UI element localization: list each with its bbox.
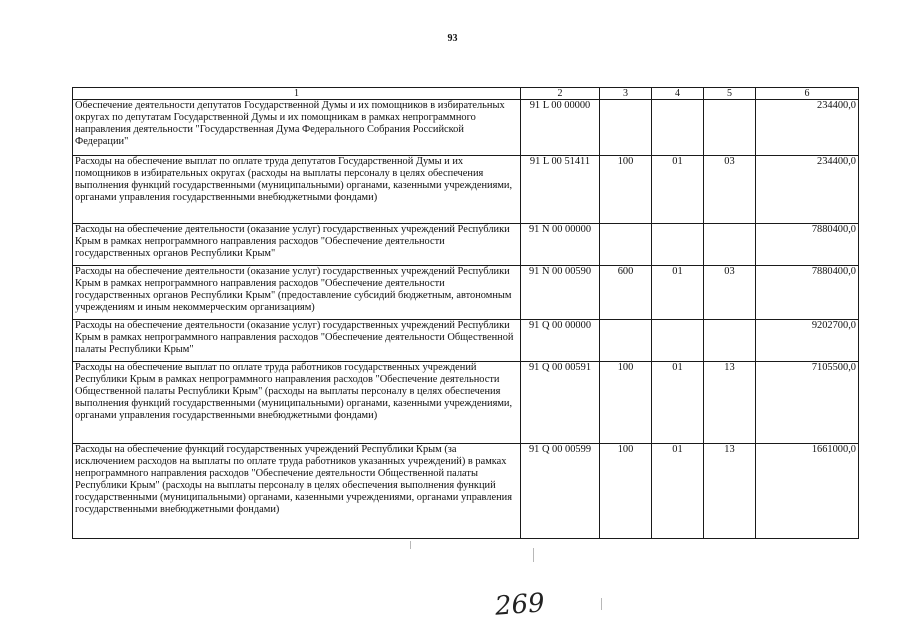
description-cell: Расходы на обеспечение выплат по оплате труда депутатов Государственной Думы и их помощников в избирательных округах (расходы на выплаты персоналу в целях обеспечения выполнения функций государственными (муниципальными) органами, казенными учреждениями, органами управления государственными внебюджетными фондами)	[73, 156, 521, 224]
code-cell: 91 L 00 00000	[521, 100, 600, 156]
scan-artifact	[533, 548, 534, 562]
col3-cell: 100	[600, 156, 652, 224]
code-cell: 91 N 00 00000	[521, 224, 600, 266]
col5-cell: 13	[704, 362, 756, 444]
col4-cell	[652, 224, 704, 266]
table-row	[73, 320, 859, 362]
header-cell-2: 2	[521, 88, 600, 100]
header-cell-1: 1	[73, 88, 521, 100]
code-cell: 91 L 00 51411	[521, 156, 600, 224]
table-row	[73, 224, 859, 266]
code-cell: 91 Q 00 00599	[521, 444, 600, 539]
col3-cell	[600, 224, 652, 266]
amount-cell: 234400,0	[756, 100, 859, 156]
col4-cell: 01	[652, 362, 704, 444]
code-cell: 91 Q 00 00000	[521, 320, 600, 362]
page-number: 93	[447, 33, 458, 44]
col5-cell	[704, 100, 756, 156]
table-row	[73, 156, 859, 224]
col3-cell	[600, 100, 652, 156]
header-cell-6: 6	[756, 88, 859, 100]
col4-cell: 01	[652, 156, 704, 224]
table-row	[73, 266, 859, 320]
handwritten-page-number: 269	[494, 588, 546, 622]
code-cell: 91 Q 00 00591	[521, 362, 600, 444]
col3-cell	[600, 320, 652, 362]
amount-cell: 9202700,0	[756, 320, 859, 362]
amount-cell: 7880400,0	[756, 224, 859, 266]
description-cell: Расходы на обеспечение деятельности (оказание услуг) государственных учреждений Республики Крым в рамках непрограммного направления расходов "Обеспечение деятельности государственных органов Республики Крым" (предоставление субсидий бюджетным, автономным учреждениям и иным некоммерческим организациям)	[73, 266, 521, 320]
col3-cell: 600	[600, 266, 652, 320]
amount-cell: 234400,0	[756, 156, 859, 224]
description-cell: Расходы на обеспечение функций государственных учреждений Республики Крым (за исключением расходов на выплаты по оплате труда работников указанных учреждений) в рамках непрограммного направления расходов "Обеспечение деятельности Общественной палаты Республики Крым" (расходы на выплаты персоналу в целях обеспечения выполнения функций государственными (муниципальными) органами, казенными учреждениями, органами управления государственными внебюджетными фондами)	[73, 444, 521, 539]
table-row	[73, 100, 859, 156]
table-row	[73, 362, 859, 444]
header-row	[73, 88, 859, 100]
description-cell: Расходы на обеспечение деятельности (оказание услуг) государственных учреждений Республики Крым в рамках непрограммного направления расходов "Обеспечение деятельности государственных органов Республики Крым"	[73, 224, 521, 266]
col4-cell	[652, 320, 704, 362]
col5-cell: 13	[704, 444, 756, 539]
amount-cell: 7105500,0	[756, 362, 859, 444]
header-cell-5: 5	[704, 88, 756, 100]
table-row	[73, 444, 859, 539]
header-cell-3: 3	[600, 88, 652, 100]
description-cell: Расходы на обеспечение выплат по оплате труда работников государственных учреждений Республики Крым в рамках непрограммного направления расходов "Обеспечение деятельности Общественной палаты Республики Крым" (расходы на выплаты персоналу в целях обеспечения выполнения функций государственными (муниципальными) органами, казенными учреждениями, органами управления государственными внебюджетными фондами)	[73, 362, 521, 444]
col4-cell: 01	[652, 266, 704, 320]
budget-table	[72, 87, 859, 539]
col3-cell: 100	[600, 362, 652, 444]
description-cell: Обеспечение деятельности депутатов Государственной Думы и их помощников в избирательных округах по депутатам Государственной Думы и их помощникам в рамках непрограммного направления деятельности "Государственная Дума Федерального Собрания Российской Федерации"	[73, 100, 521, 156]
col5-cell: 03	[704, 266, 756, 320]
col4-cell: 01	[652, 444, 704, 539]
code-cell: 91 N 00 00590	[521, 266, 600, 320]
col3-cell: 100	[600, 444, 652, 539]
col5-cell	[704, 320, 756, 362]
col4-cell	[652, 100, 704, 156]
header-cell-4: 4	[652, 88, 704, 100]
col5-cell	[704, 224, 756, 266]
scan-artifact	[601, 598, 602, 610]
scan-artifact	[410, 541, 411, 549]
col5-cell: 03	[704, 156, 756, 224]
amount-cell: 7880400,0	[756, 266, 859, 320]
description-cell: Расходы на обеспечение деятельности (оказание услуг) государственных учреждений Республики Крым в рамках непрограммного направления расходов "Обеспечение деятельности Общественной палаты Республики Крым"	[73, 320, 521, 362]
amount-cell: 1661000,0	[756, 444, 859, 539]
